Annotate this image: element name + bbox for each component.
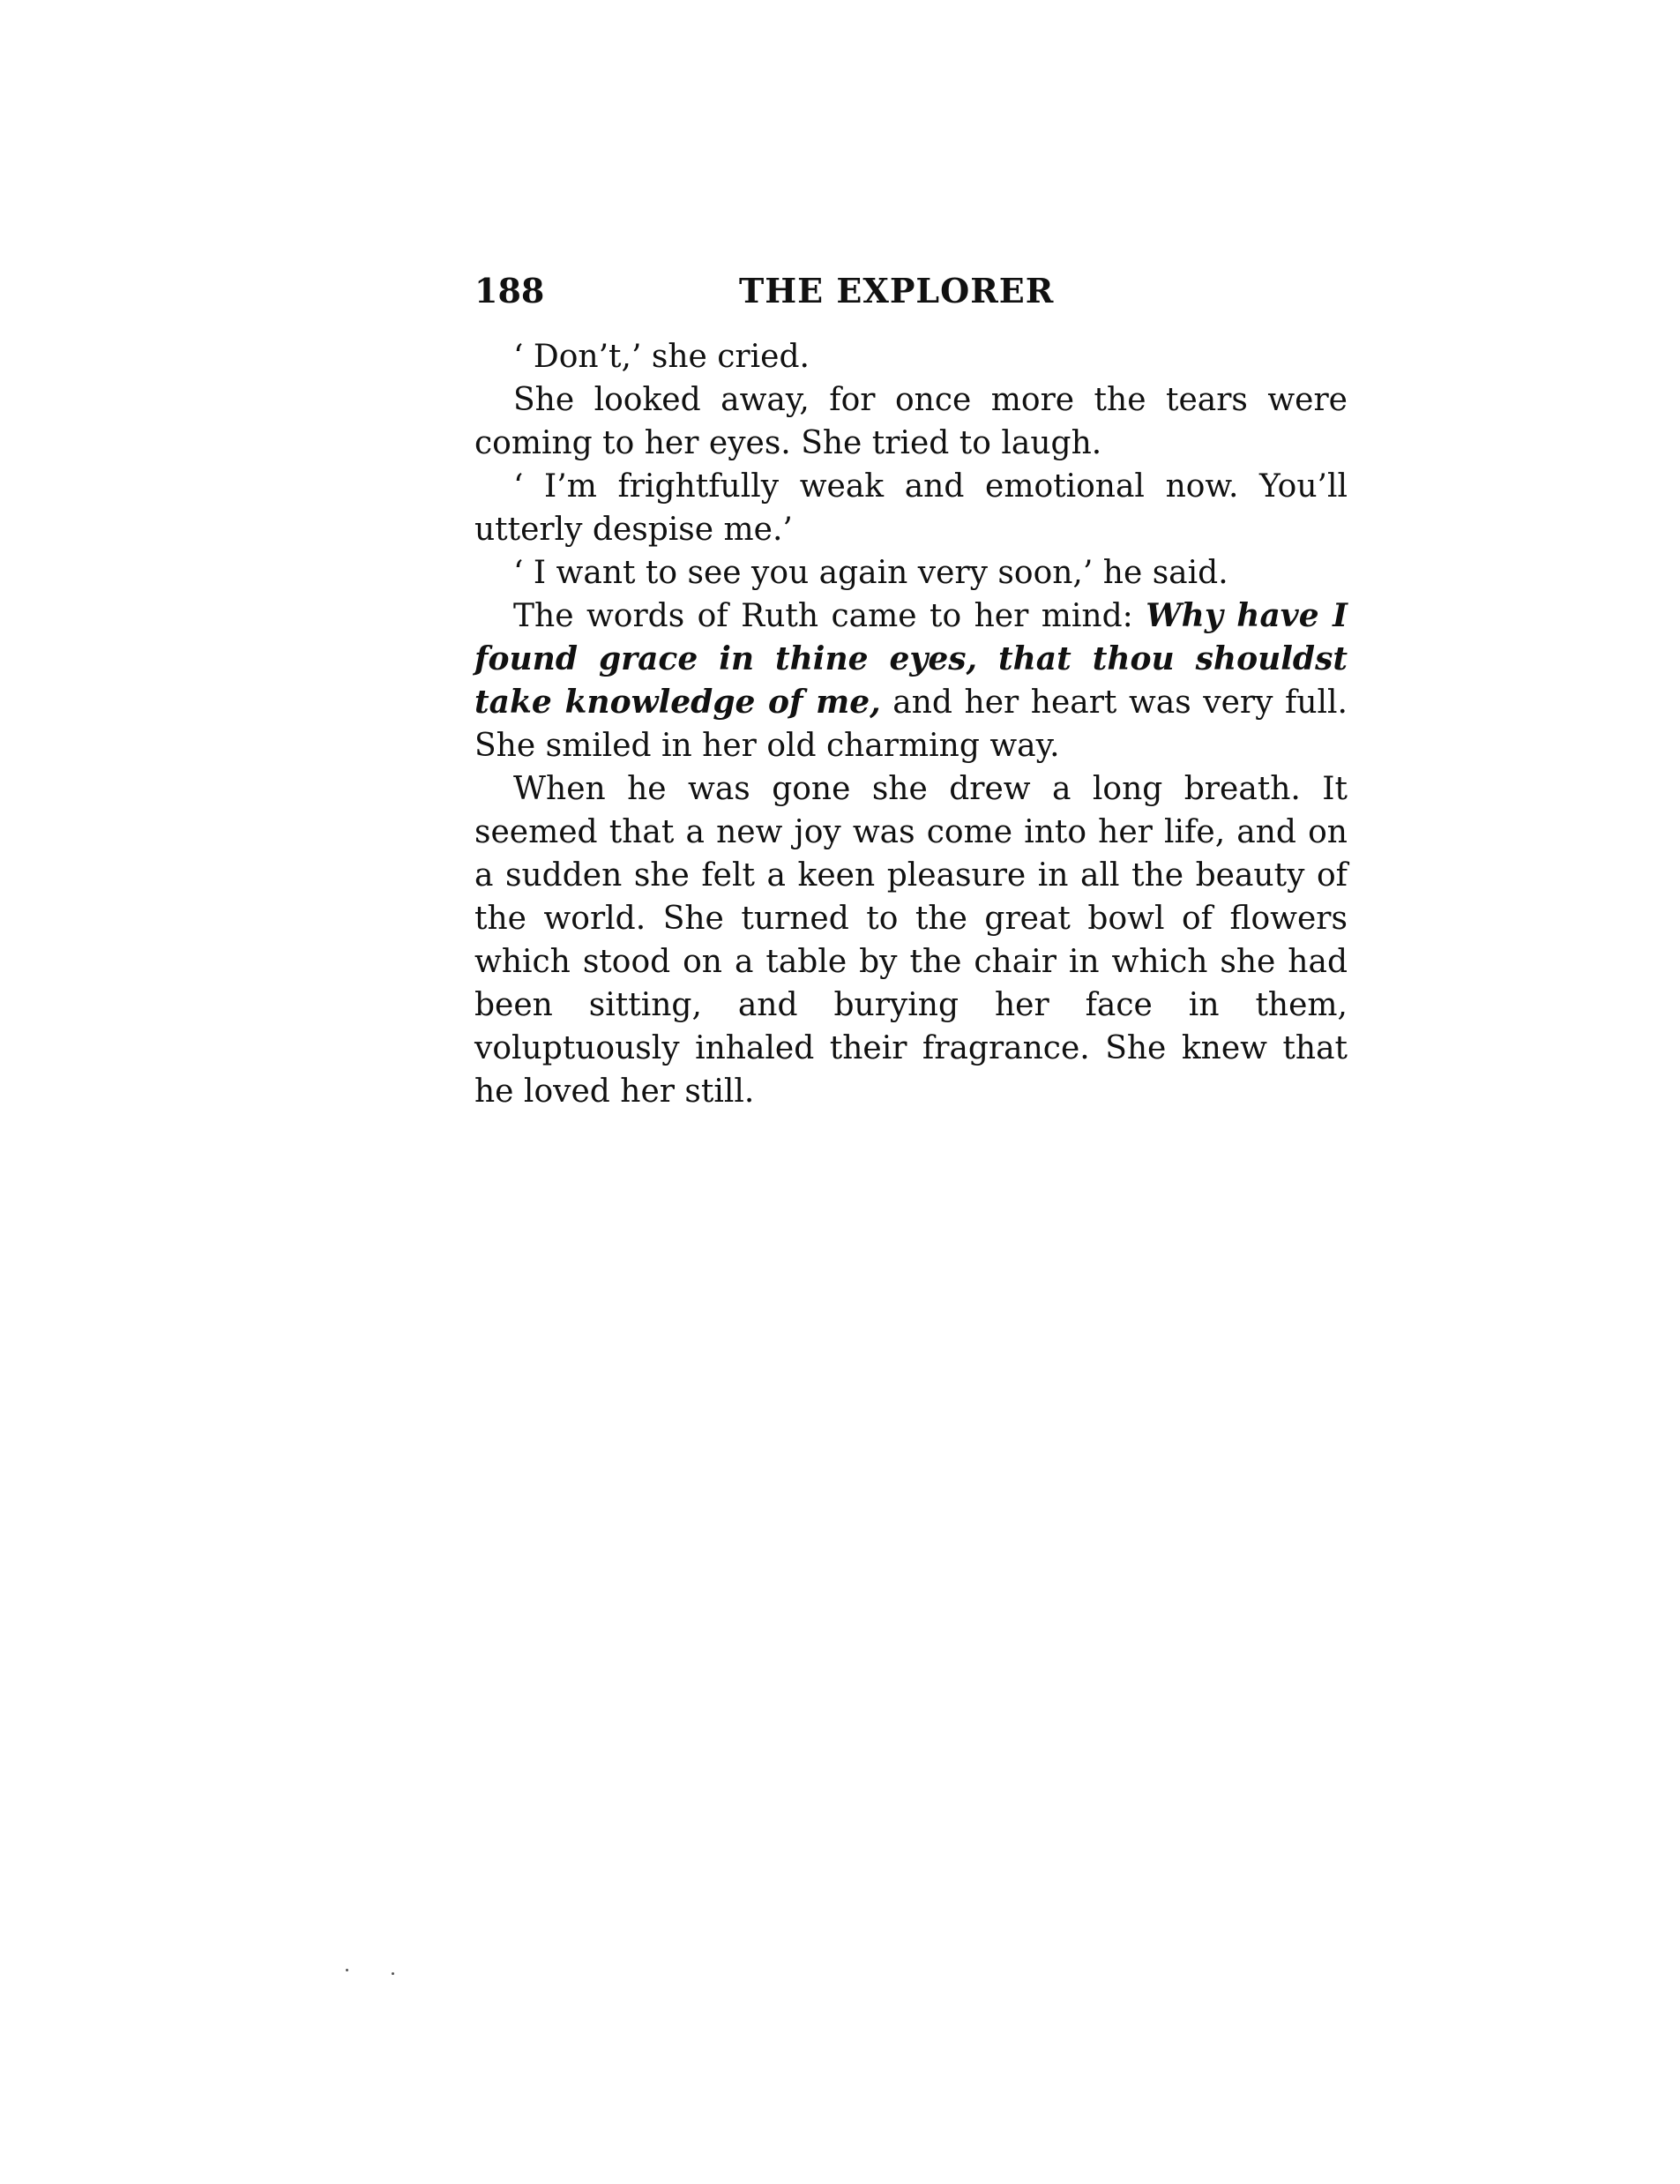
book-page — [474, 265, 1348, 1113]
paragraph: ‘ I’m frightfully weak and emotional now. You’ll utterly despise me.’ — [474, 468, 1348, 548]
body-text — [474, 335, 1348, 1113]
paragraph: ‘ I want to see you again very soon,’ he said. — [513, 555, 1228, 591]
scan-speck — [346, 1969, 348, 1971]
paragraph: She looked away, for once more the tears were coming to her eyes. She tried to laugh. — [474, 382, 1348, 461]
running-head — [474, 265, 1348, 318]
paragraph-text: The words of Ruth came to her mind: — [513, 598, 1146, 634]
scan-speck — [392, 1972, 394, 1975]
paragraph: When he was gone she drew a long breath. It seemed that a new joy was come into her life, and on a sudden she felt a keen pleasure in all the beauty of the world. She turned to the great bowl of flowers which stood on a table by the chair in which she had been sitting, and burying her face in them, voluptuously inhaled their fragrance. She knew that he loved her still. — [474, 771, 1348, 1110]
scripture-quote: Why have I found grace in thine eyes, that thou shouldst take knowledge of me, — [474, 597, 1348, 721]
paragraph-with-quote — [474, 595, 1348, 767]
scan-specks — [346, 1969, 399, 1978]
running-title: THE EXPLORER — [739, 271, 1055, 310]
page-number: 188 — [474, 271, 545, 310]
paragraph: ‘ Don’t,’ she cried. — [513, 339, 810, 375]
paragraph-text: and her heart was very full. She smiled in her old charming way. — [474, 684, 1348, 764]
